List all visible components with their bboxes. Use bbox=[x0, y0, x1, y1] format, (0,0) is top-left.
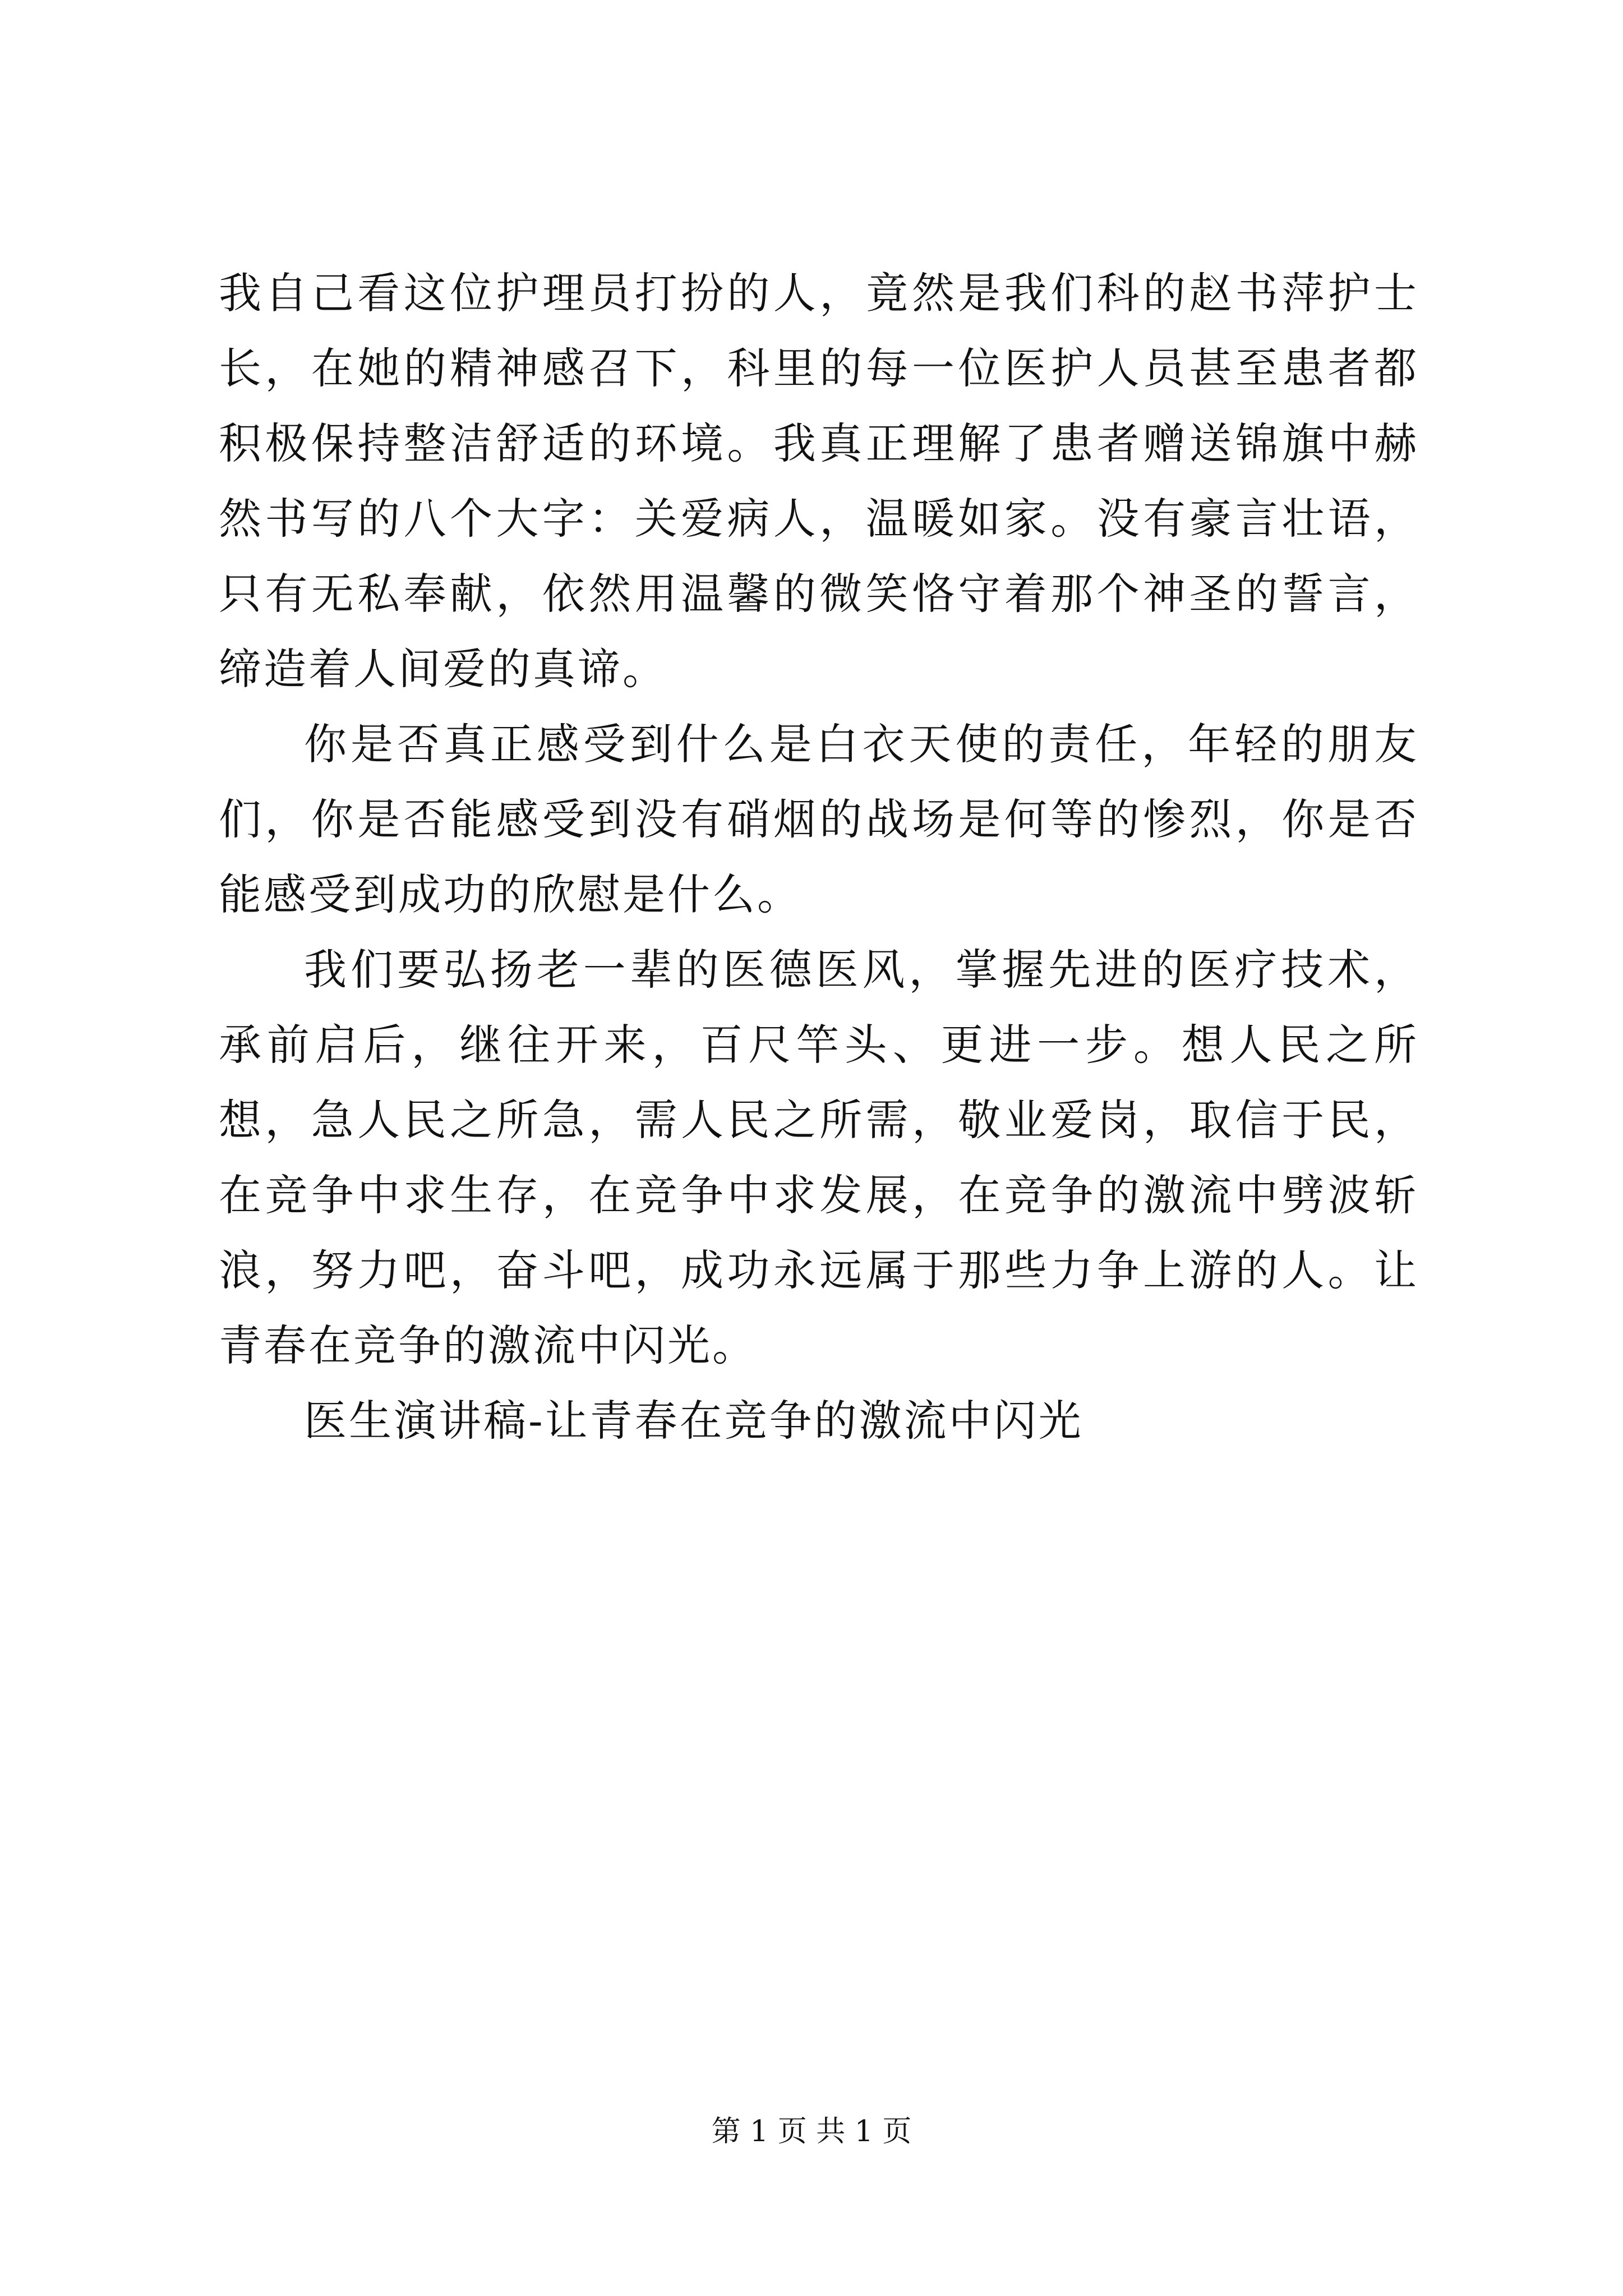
paragraph-2: 你是否真正感受到什么是白衣天使的责任，年轻的朋友们，你是否能感受到没有硝烟的战场是何等的惨烈，你是否能感受到成功的欣慰是什么。 bbox=[219, 719, 1419, 919]
document-body bbox=[219, 256, 1419, 1458]
closing-title: 医生演讲稿-让青春在竞争的激流中闪光 bbox=[304, 1396, 1083, 1446]
paragraph-1: 我自己看这位护理员打扮的人，竟然是我们科的赵书萍护士长，在她的精神感召下，科里的每一位医护人员甚至患者都积极保持整洁舒适的环境。我真正理解了患者赠送锦旗中赫然书写的八个大字：关爱病人，温暖如家。没有豪言壮语，只有无私奉献，依然用温馨的微笑恪守着那个神圣的誓言，缔造着人间爱的真谛。 bbox=[219, 268, 1419, 694]
page-footer: 第 1 页 共 1 页 bbox=[711, 2115, 912, 2148]
paragraph-3: 我们要弘扬老一辈的医德医风，掌握先进的医疗技术，承前启后，继往开来，百尺竿头、更进一步。想人民之所想，急人民之所急，需人民之所需，敬业爱岗，取信于民，在竞争中求生存，在竞争中求发展，在竞争的激流中劈波斩浪，努力吧，奋斗吧，成功永远属于那些力争上游的人。让青春在竞争的激流中闪光。 bbox=[219, 945, 1419, 1370]
